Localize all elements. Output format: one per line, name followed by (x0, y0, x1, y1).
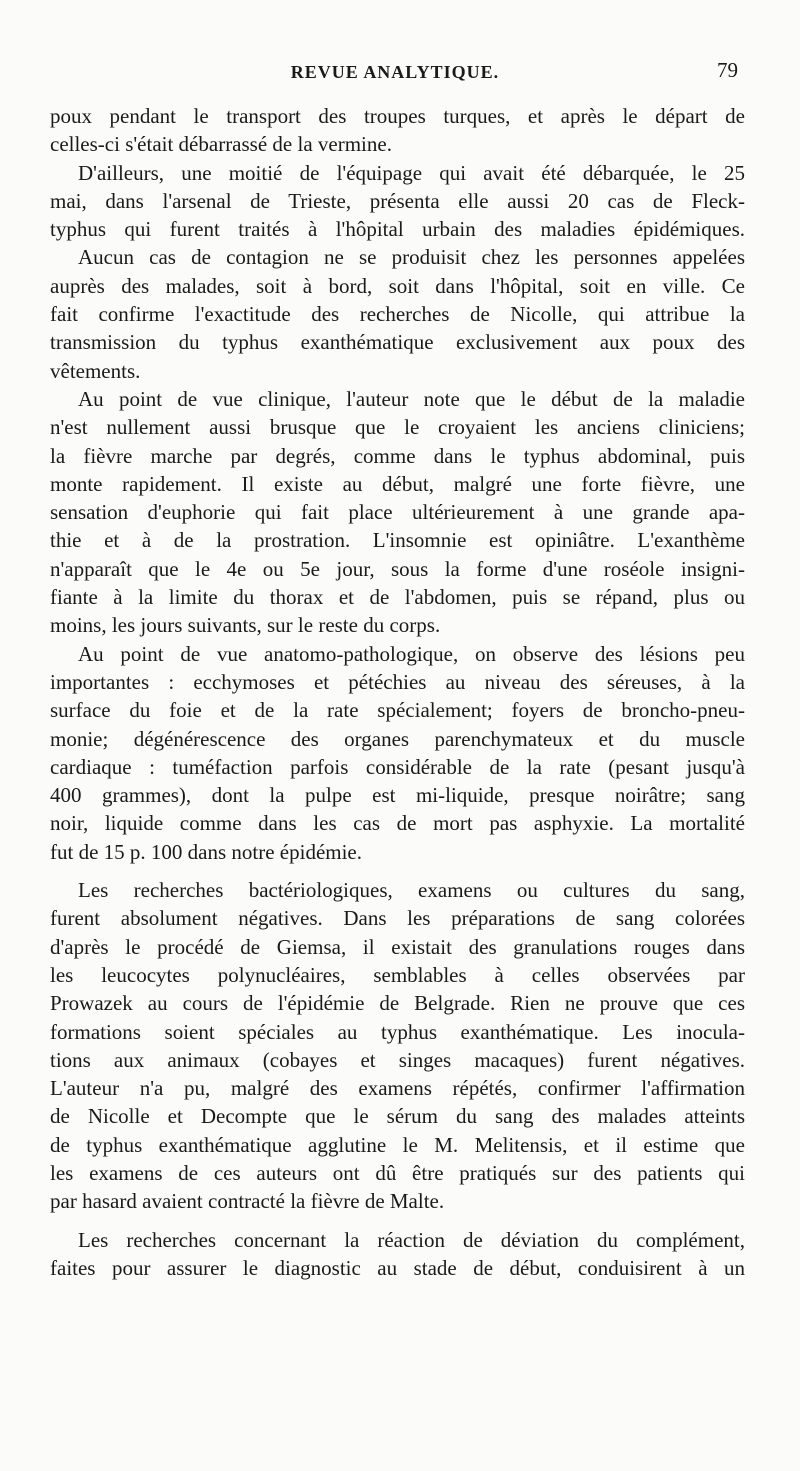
text-line: formations soient spéciales au typhus exanthématique. Les inocula- (50, 1019, 745, 1044)
text-line: fait confirme l'exactitude des recherches de Nicolle, qui attribue la (50, 302, 745, 327)
running-title: REVUE ANALYTIQUE. (290, 62, 500, 82)
text-line: 400 grammes), dont la pulpe est mi-liquide, presque noirâtre; sang (50, 783, 745, 808)
text-line: la fièvre marche par degrés, comme dans le typhus abdominal, puis (50, 443, 745, 468)
text-line: noir, liquide comme dans les cas de mort pas asphyxie. La mortalité (50, 811, 745, 836)
text-line: Les recherches concernant la réaction de déviation du complément, (78, 1227, 745, 1252)
page-header (50, 58, 740, 88)
text-line: thie et à de la prostration. L'insomnie est opiniâtre. L'exanthème (50, 528, 745, 553)
text-line: fut de 15 p. 100 dans notre épidémie. (50, 839, 363, 864)
text-line: n'est nullement aussi brusque que le croyaient les anciens cliniciens; (50, 415, 745, 440)
text-line: typhus qui furent traités à l'hôpital urbain des maladies épidémiques. (50, 217, 745, 242)
text-line: cardiaque : tuméfaction parfois considérable de la rate (pesant jusqu'à (50, 754, 745, 779)
text-line: mai, dans l'arsenal de Trieste, présenta elle aussi 20 cas de Fleck- (50, 188, 745, 213)
text-line: Au point de vue clinique, l'auteur note que le début de la maladie (78, 386, 745, 411)
text-line: celles-ci s'était débarrassé de la vermine. (50, 132, 392, 157)
text-line: L'auteur n'a pu, malgré des examens répétés, confirmer l'affirmation (50, 1076, 745, 1101)
text-line: poux pendant le transport des troupes turques, et après le départ de (50, 104, 745, 128)
text-line: n'apparaît que le 4e ou 5e jour, sous la forme d'une roséole insigni- (50, 556, 745, 581)
text-line: auprès des malades, soit à bord, soit dans l'hôpital, soit en ville. Ce (50, 273, 745, 298)
text-line: sensation d'euphorie qui fait place ultérieurement à une grande apa- (50, 500, 745, 525)
body-text (50, 102, 745, 1282)
text-line: vêtements. (50, 358, 141, 383)
text-line: monte rapidement. Il existe au début, malgré une forte fièvre, une (50, 471, 745, 496)
text-line: moins, les jours suivants, sur le reste du corps. (50, 613, 441, 638)
text-line: de Nicolle et Decompte que le sérum du sang des malades atteints (50, 1104, 745, 1129)
text-line: Prowazek au cours de l'épidémie de Belgrade. Rien ne prouve que ces (50, 991, 745, 1016)
text-line: de typhus exanthématique agglutine le M. Melitensis, et il estime que (50, 1132, 745, 1157)
text-line: d'après le procédé de Giemsa, il existait des granulations rouges dans (50, 934, 745, 959)
text-line: transmission du typhus exanthématique exclusivement aux poux des (50, 330, 745, 355)
page-number: 79 (717, 58, 738, 82)
text-line: D'ailleurs, une moitié de l'équipage qui avait été débarquée, le 25 (78, 160, 745, 185)
text-line: surface du foie et de la rate spécialement; foyers de broncho-pneu- (50, 698, 745, 723)
text-line: Les recherches bactériologiques, examens ou cultures du sang, (78, 878, 745, 903)
text-line: faites pour assurer le diagnostic au stade de début, conduisirent à un (50, 1255, 745, 1280)
text-line: importantes : ecchymoses et pétéchies au niveau des séreuses, à la (50, 669, 745, 694)
text-line: les examens de ces auteurs ont dû être pratiqués sur des patients qui (50, 1160, 745, 1185)
text-line: fiante à la limite du thorax et de l'abdomen, puis se répand, plus ou (50, 585, 745, 610)
text-line: les leucocytes polynucléaires, semblables à celles observées par (50, 962, 745, 987)
text-line: monie; dégénérescence des organes parenchymateux et du muscle (50, 726, 745, 751)
text-line: par hasard avaient contracté la fièvre de Malte. (50, 1189, 445, 1214)
text-line: Au point de vue anatomo-pathologique, on observe des lésions peu (78, 641, 745, 666)
text-line: furent absolument négatives. Dans les préparations de sang colorées (50, 906, 745, 931)
text-line: tions aux animaux (cobayes et singes macaques) furent négatives. (50, 1047, 745, 1072)
text-line: Aucun cas de contagion ne se produisit chez les personnes appelées (78, 245, 745, 270)
